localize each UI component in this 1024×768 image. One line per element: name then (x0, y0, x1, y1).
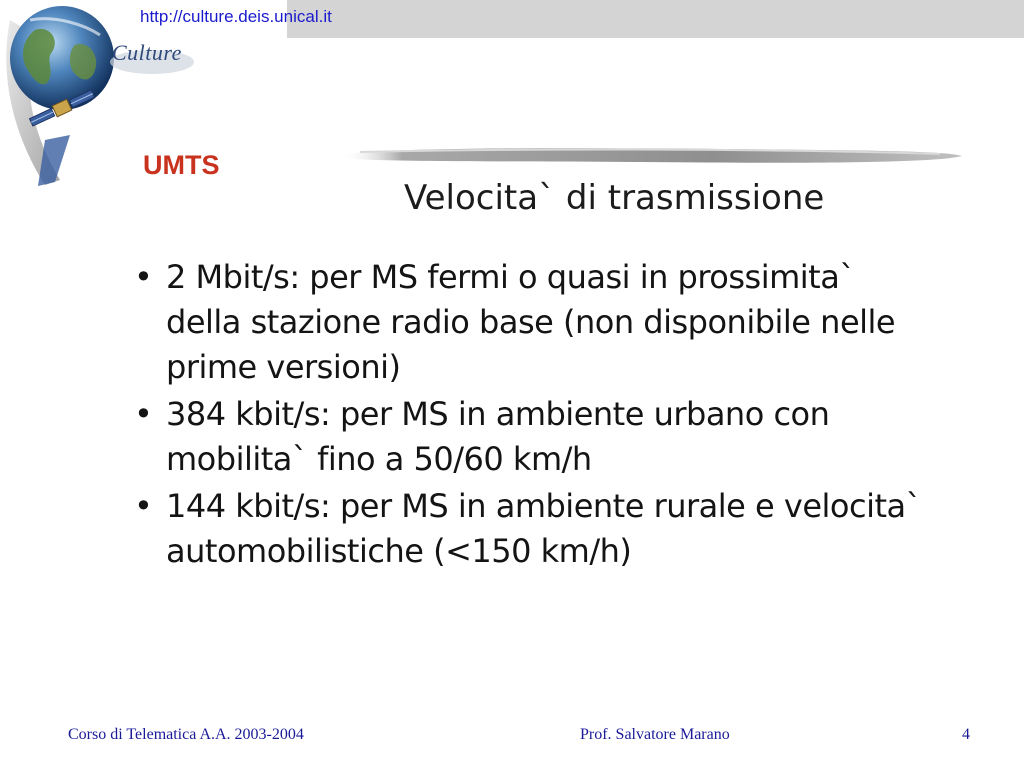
bullet-text: 384 kbit/s: per MS in ambiente urbano con mobilita` fino a 50/60 km/h (166, 395, 830, 478)
bullet-dot-icon: • (134, 487, 153, 525)
bullet-list (130, 255, 930, 576)
bullet-item (130, 484, 930, 574)
bullet-item (130, 392, 930, 482)
footer-professor: Prof. Salvatore Marano (580, 726, 730, 743)
slide-title: Velocita` di trasmissione (404, 178, 825, 218)
bullet-dot-icon: • (134, 258, 153, 296)
brand-name: Culture (112, 40, 182, 65)
site-url-link[interactable]: http://culture.deis.unical.it (140, 7, 332, 26)
bullet-dot-icon: • (134, 395, 153, 433)
footer-course: Corso di Telematica A.A. 2003-2004 (68, 726, 304, 743)
bullet-text: 144 kbit/s: per MS in ambiente rurale e velocita` automobilistiche (<150 km/h) (166, 487, 922, 570)
bullet-text: 2 Mbit/s: per MS fermi o quasi in prossimita` della stazione radio base (non disponibile nelle prime versioni) (166, 258, 896, 386)
title-brush-decoration (340, 142, 962, 172)
bullet-item (130, 255, 930, 390)
page-number: 4 (962, 726, 970, 743)
section-title: UMTS (143, 150, 220, 180)
